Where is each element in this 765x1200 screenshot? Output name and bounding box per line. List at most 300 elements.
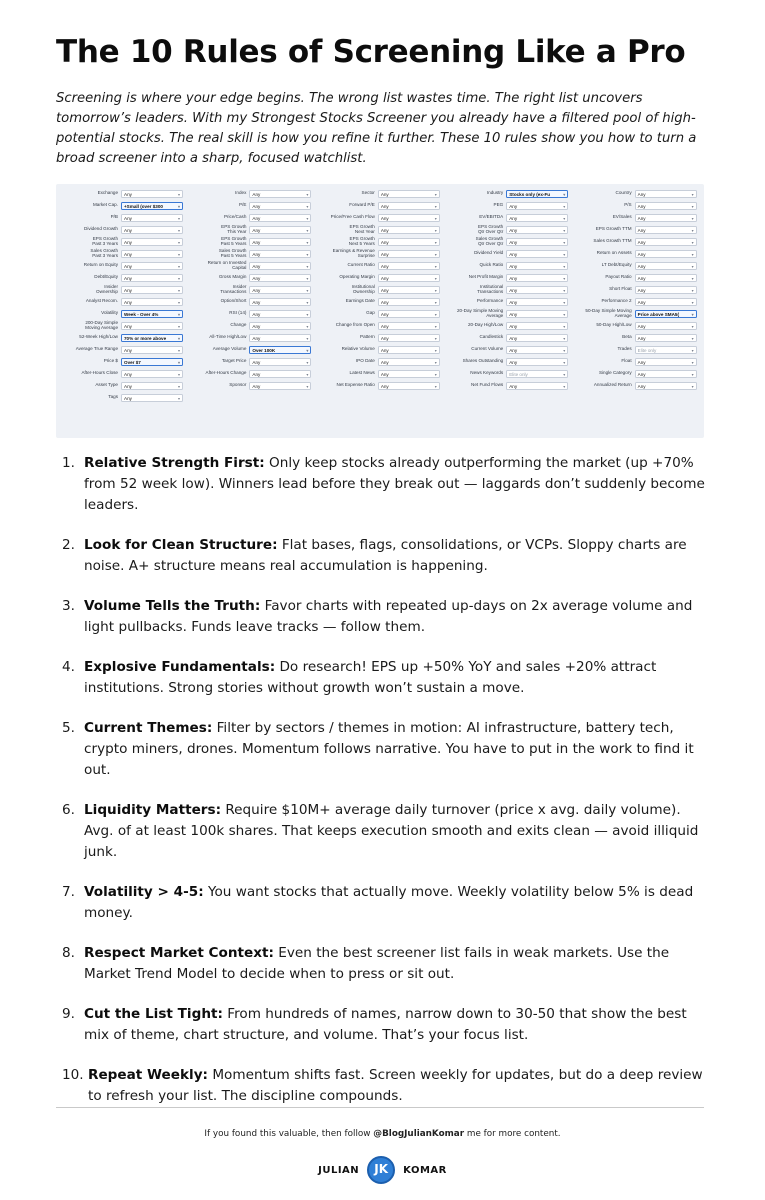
filter-value: Over $7: [124, 359, 141, 365]
filter-value: Any: [637, 251, 646, 257]
filter-select[interactable]: [635, 190, 697, 199]
chevron-down-icon: ▾: [177, 335, 180, 341]
filter-select[interactable]: [635, 310, 697, 319]
filter-select[interactable]: [249, 250, 311, 259]
filter-value: Any: [252, 191, 261, 197]
filter-select[interactable]: [378, 190, 440, 199]
chevron-down-icon: ▾: [563, 299, 566, 305]
chevron-down-icon: ▾: [434, 239, 437, 245]
filter-select[interactable]: [506, 226, 568, 235]
chevron-down-icon: ▾: [691, 215, 694, 221]
screener-filter: [187, 274, 314, 283]
filter-select[interactable]: [635, 226, 697, 235]
screener-filter: [316, 214, 443, 223]
filter-label: Annualized Return: [593, 382, 632, 388]
rule-text: Momentum shifts fast. Screen weekly for updates, but do a deep review to refresh your list. The discipline compounds.: [88, 1067, 703, 1104]
rule-text: You want stocks that actually move. Weekly volatility below 5% is dead money.: [84, 884, 694, 921]
rule-body: [84, 596, 712, 638]
filter-select[interactable]: [249, 370, 311, 379]
filter-select[interactable]: [635, 202, 697, 211]
screener-filter: [59, 262, 186, 271]
chevron-down-icon: ▾: [306, 383, 309, 389]
filter-value: Any: [380, 251, 389, 257]
chevron-down-icon: ▾: [306, 191, 309, 197]
filter-select[interactable]: [249, 346, 311, 355]
filter-select[interactable]: [121, 226, 183, 235]
screener-filter: [59, 202, 186, 211]
filter-label: Short Float: [609, 286, 632, 292]
filter-label: Change from Open: [335, 322, 375, 328]
brand-name-left: JULIAN: [318, 1164, 360, 1176]
filter-value: Any: [509, 275, 518, 281]
filter-select[interactable]: [121, 370, 183, 379]
filter-label: Sales Growth Past 3 Years: [90, 247, 118, 258]
filter-select[interactable]: [506, 274, 568, 283]
filter-select[interactable]: [506, 334, 568, 343]
chevron-down-icon: ▾: [434, 383, 437, 389]
filter-label: Sales Growth Past 5 Years: [218, 247, 247, 258]
chevron-down-icon: ▾: [177, 239, 180, 245]
filter-value: Any: [252, 251, 261, 257]
filter-label: Tags: [108, 394, 118, 400]
filter-value: Any: [380, 335, 389, 341]
filter-select[interactable]: [635, 358, 697, 367]
filter-select[interactable]: [506, 214, 568, 223]
filter-label: Sales Growth Qtr Over Qtr: [475, 235, 504, 246]
filter-select[interactable]: [378, 202, 440, 211]
screener-filter: [444, 298, 571, 307]
rule-number: 1.: [62, 455, 75, 471]
filter-select[interactable]: [121, 298, 183, 307]
screener-filter: [59, 310, 186, 319]
filter-select[interactable]: [249, 274, 311, 283]
filter-select[interactable]: [378, 262, 440, 271]
filter-value: Any: [380, 227, 389, 233]
chevron-down-icon: ▾: [434, 287, 437, 293]
filter-select[interactable]: [121, 190, 183, 199]
screener-filter: [59, 358, 186, 367]
filter-value: Any: [252, 323, 261, 329]
filter-label: Performance 2: [601, 298, 632, 304]
filter-select[interactable]: [635, 250, 697, 259]
filter-select[interactable]: [249, 190, 311, 199]
filter-value: Any: [380, 311, 389, 317]
screener-row: [59, 296, 701, 308]
screener-filter: [573, 262, 700, 271]
screener-filter: [573, 298, 700, 307]
filter-select[interactable]: [121, 322, 183, 331]
screener-row: [59, 320, 701, 332]
chevron-down-icon: ▾: [306, 323, 309, 329]
screener-filter: [187, 310, 314, 319]
filter-label: After-Hours Change: [205, 370, 247, 376]
footer-handle-link[interactable]: @BlogJulianKomar: [373, 1129, 465, 1139]
chevron-down-icon: ▾: [563, 311, 566, 317]
filter-value: Any: [509, 263, 518, 269]
screener-filter: [444, 190, 571, 199]
rule-number: 7.: [62, 884, 75, 900]
footer-prefix: If you found this valuable, then follow: [204, 1129, 374, 1139]
filter-value: Any: [509, 239, 518, 245]
filter-value: Any: [124, 383, 132, 389]
filter-value: Any: [637, 215, 646, 221]
rule-item: [62, 657, 712, 699]
filter-label: Index: [235, 190, 247, 196]
chevron-down-icon: ▾: [306, 335, 309, 341]
filter-label: EPS Growth Past 3 Years: [92, 235, 118, 246]
filter-select[interactable]: [635, 346, 697, 355]
screener-filter: [187, 322, 314, 331]
filter-label: IPO Date: [355, 358, 375, 364]
filter-value: Any: [380, 323, 389, 329]
screener-filter: [573, 334, 700, 343]
screener-filter: [59, 214, 186, 223]
screener-filter: [573, 286, 700, 295]
filter-select[interactable]: [378, 322, 440, 331]
filter-value: Any: [252, 311, 261, 317]
filter-select[interactable]: [378, 226, 440, 235]
filter-select[interactable]: [635, 286, 697, 295]
filter-select[interactable]: [249, 262, 311, 271]
chevron-down-icon: ▾: [563, 239, 566, 245]
rule-item: [62, 800, 712, 863]
filter-value: Any: [252, 299, 261, 305]
filter-select[interactable]: [121, 382, 183, 391]
filter-label: Insider Ownership: [96, 283, 118, 294]
filter-select[interactable]: [121, 238, 183, 247]
filter-label: Target Price: [221, 358, 247, 364]
filter-value: Any: [380, 383, 389, 389]
filter-select[interactable]: [378, 334, 440, 343]
screener-filter: [59, 237, 186, 247]
screener-filter: [187, 261, 314, 271]
chevron-down-icon: ▾: [177, 215, 180, 221]
screener-row: [59, 200, 701, 212]
chevron-down-icon: ▾: [434, 191, 437, 197]
filter-select[interactable]: [378, 250, 440, 259]
chevron-down-icon: ▾: [691, 275, 694, 281]
filter-value: Any: [380, 287, 389, 293]
filter-label: Net Fund Flows: [471, 382, 504, 388]
chevron-down-icon: ▾: [563, 251, 566, 257]
filter-select[interactable]: [249, 238, 311, 247]
filter-select[interactable]: [378, 382, 440, 391]
rule-body: [84, 943, 712, 985]
filter-label: P/B: [110, 214, 118, 220]
filter-value: Any: [380, 299, 389, 305]
screener-filter: [444, 237, 571, 247]
filter-select[interactable]: [121, 286, 183, 295]
filter-label: All-Time High/Low: [209, 334, 247, 340]
rule-title: Cut the List Tight:: [84, 1006, 223, 1022]
filter-select[interactable]: [506, 190, 568, 199]
chevron-down-icon: ▾: [306, 215, 309, 221]
filter-select[interactable]: [121, 310, 183, 319]
filter-value: Any: [124, 239, 132, 245]
chevron-down-icon: ▾: [177, 275, 180, 281]
filter-select[interactable]: [249, 226, 311, 235]
rule-number: 10.: [62, 1067, 84, 1083]
rule-number: 3.: [62, 598, 75, 614]
filter-select[interactable]: [506, 298, 568, 307]
filter-value: Any: [252, 383, 261, 389]
chevron-down-icon: ▾: [691, 227, 694, 233]
screener-filter: [444, 382, 571, 391]
filter-value: Any: [252, 227, 261, 233]
chevron-down-icon: ▾: [434, 251, 437, 257]
screener-filter: [573, 370, 700, 379]
rule-number: 6.: [62, 802, 75, 818]
chevron-down-icon: ▾: [177, 311, 180, 317]
chevron-down-icon: ▾: [177, 287, 180, 293]
filter-select[interactable]: [506, 286, 568, 295]
filter-label: Float: [621, 358, 632, 364]
filter-label: EPS Growth Next Year: [349, 223, 375, 234]
filter-value: Any: [380, 215, 389, 221]
chevron-down-icon: ▾: [691, 335, 694, 341]
filter-value: Any: [124, 323, 132, 329]
screener-filter: [444, 214, 571, 223]
filter-select[interactable]: [249, 382, 311, 391]
filter-value: Any: [380, 371, 389, 377]
filter-select[interactable]: [249, 286, 311, 295]
filter-select[interactable]: [121, 358, 183, 367]
filter-select[interactable]: [635, 382, 697, 391]
filter-value: Any: [380, 191, 389, 197]
filter-label: 52-Week High/Low: [79, 334, 118, 340]
rule-text: Filter by sectors / themes in motion: AI infrastructure, battery tech, crypto miners, drones. Momentum follows narrative. You have to put in the work to find it out.: [84, 720, 694, 778]
filter-label: Market Cap.: [92, 202, 118, 208]
filter-label: Price/Free Cash Flow: [330, 214, 375, 220]
chevron-down-icon: ▾: [691, 239, 694, 245]
chevron-down-icon: ▾: [434, 323, 437, 329]
filter-select[interactable]: [378, 358, 440, 367]
rule-number: 4.: [62, 659, 75, 675]
rule-title: Volatility > 4-5:: [84, 884, 204, 900]
screener-filter: [316, 322, 443, 331]
chevron-down-icon: ▾: [306, 263, 309, 269]
filter-select[interactable]: [635, 262, 697, 271]
screener-filter: [573, 202, 700, 211]
chevron-down-icon: ▾: [563, 215, 566, 221]
filter-value: +Small (over $300: [124, 203, 163, 209]
chevron-down-icon: ▾: [434, 263, 437, 269]
filter-label: Exchange: [97, 190, 118, 196]
filter-select[interactable]: [121, 262, 183, 271]
chevron-down-icon: ▾: [691, 371, 694, 377]
screener-filter: [187, 334, 314, 343]
rule-text: Flat bases, flags, consolidations, or VCPs. Sloppy charts are noise. A+ structure means real accumulation is happening.: [84, 537, 687, 574]
filter-select[interactable]: [506, 238, 568, 247]
filter-value: Elite only: [509, 371, 528, 377]
filter-value: Any: [637, 239, 646, 245]
brand-name-right: KOMAR: [403, 1164, 447, 1176]
filter-select[interactable]: [378, 214, 440, 223]
filter-value: Any: [380, 263, 389, 269]
rule-text: From hundreds of names, narrow down to 30-50 that show the best mix of theme, chart structure, and volume. That’s your focus list.: [84, 1006, 687, 1043]
filter-select[interactable]: [378, 238, 440, 247]
rule-title: Repeat Weekly:: [88, 1067, 208, 1083]
filter-label: Return on Equity: [83, 262, 118, 268]
chevron-down-icon: ▾: [306, 371, 309, 377]
filter-label: Debt/Equity: [94, 274, 118, 280]
filter-select[interactable]: [378, 298, 440, 307]
filter-label: Option/Short: [220, 298, 247, 304]
filter-select[interactable]: [506, 358, 568, 367]
filter-value: Elite only: [637, 347, 657, 353]
rule-body: [84, 882, 712, 924]
rule-item: [62, 596, 712, 638]
chevron-down-icon: ▾: [691, 383, 694, 389]
filter-select[interactable]: [249, 214, 311, 223]
filter-label: Industry: [486, 190, 504, 196]
chevron-down-icon: ▾: [177, 251, 180, 257]
filter-value: Price above SMA5(: [637, 311, 679, 317]
filter-select[interactable]: [378, 370, 440, 379]
filter-label: EV/Sales: [612, 214, 632, 220]
filter-select[interactable]: [121, 274, 183, 283]
rule-title: Relative Strength First:: [84, 455, 265, 471]
screener-filter: [59, 190, 186, 199]
filter-select[interactable]: [249, 334, 311, 343]
screener-filter: [573, 238, 700, 247]
filter-select[interactable]: [635, 334, 697, 343]
rule-item: [62, 943, 712, 985]
filter-label: P/E: [239, 202, 247, 208]
filter-select[interactable]: [506, 322, 568, 331]
filter-select[interactable]: [506, 202, 568, 211]
filter-value: Any: [509, 299, 518, 305]
filter-select[interactable]: [249, 358, 311, 367]
filter-value: Any: [637, 323, 646, 329]
filter-label: Price $: [103, 358, 118, 364]
chevron-down-icon: ▾: [177, 263, 180, 269]
filter-select[interactable]: [506, 370, 568, 379]
screener-row: [59, 332, 701, 344]
filter-value: Over 100K: [252, 347, 276, 353]
filter-select[interactable]: [121, 346, 183, 355]
filter-label: RSI (14): [229, 310, 247, 316]
chevron-down-icon: ▾: [306, 347, 309, 353]
chevron-down-icon: ▾: [563, 371, 566, 377]
chevron-down-icon: ▾: [563, 359, 566, 365]
chevron-down-icon: ▾: [177, 395, 180, 401]
screener-row: [59, 248, 701, 260]
filter-select[interactable]: [249, 202, 311, 211]
rule-title: Look for Clean Structure:: [84, 537, 278, 553]
filter-value: Any: [124, 263, 132, 269]
filter-value: Any: [252, 359, 261, 365]
filter-label: LT Debt/Equity: [601, 262, 632, 268]
filter-select[interactable]: [506, 262, 568, 271]
filter-value: Any: [380, 275, 389, 281]
filter-select[interactable]: [506, 250, 568, 259]
filter-select[interactable]: [506, 346, 568, 355]
rule-text: Favor charts with repeated up-days on 2x average volume and light pullbacks. Funds leave tracks — follow them.: [84, 598, 693, 635]
filter-value: Any: [509, 347, 518, 353]
filter-select[interactable]: [506, 382, 568, 391]
rule-number: 8.: [62, 945, 75, 961]
screener-filter: [444, 346, 571, 355]
chevron-down-icon: ▾: [691, 347, 694, 353]
rule-text: Even the best screener list fails in weak markets. Use the Market Trend Model to decide when to press or sit out.: [84, 945, 670, 982]
filter-label: EPS Growth Past 5 Years: [220, 235, 247, 246]
filter-value: Any: [637, 383, 646, 389]
filter-select[interactable]: [635, 298, 697, 307]
screener-filter: [59, 285, 186, 295]
filter-select[interactable]: [121, 214, 183, 223]
filter-select[interactable]: [635, 238, 697, 247]
filter-label: EPS Growth Qtr Over Qtr: [477, 223, 504, 234]
filter-label: EV/EBITDA: [479, 214, 504, 220]
chevron-down-icon: ▾: [563, 287, 566, 293]
chevron-down-icon: ▾: [434, 359, 437, 365]
chevron-down-icon: ▾: [691, 203, 694, 209]
filter-select[interactable]: [378, 286, 440, 295]
screener-filter: [316, 249, 443, 259]
filter-select[interactable]: [121, 334, 183, 343]
filter-select[interactable]: [121, 250, 183, 259]
rule-title: Current Themes:: [84, 720, 213, 736]
filter-select[interactable]: [121, 202, 183, 211]
screener-filter: [573, 214, 700, 223]
rule-text: Only keep stocks already outperforming the market (up +70% from 52 week low). Winners lead before they break out — laggards don’t suddenly become leaders.: [84, 455, 705, 513]
screener-filter: [187, 298, 314, 307]
chevron-down-icon: ▾: [691, 263, 694, 269]
filter-value: Any: [252, 287, 261, 293]
filter-value: Any: [380, 239, 389, 245]
filter-select[interactable]: [378, 346, 440, 355]
filter-select[interactable]: [635, 274, 697, 283]
filter-value: Any: [637, 287, 646, 293]
filter-label: News Keywords: [470, 370, 504, 376]
intro-paragraph: Screening is where your edge begins. The wrong list wastes time. The right list uncovers tomorrow’s leaders. With my Strongest Stocks Screener you already have a filtered pool of high-potential stocks. The real skill is how you refine it further. These 10 rules show you how to turn a broad screener into a sharp, focused watchlist.: [56, 91, 697, 166]
filter-value: Any: [124, 191, 132, 197]
filter-select[interactable]: [635, 214, 697, 223]
screener-filter: [187, 382, 314, 391]
filter-select[interactable]: [378, 310, 440, 319]
rule-body: [84, 718, 712, 781]
filter-label: Performance: [476, 298, 504, 304]
filter-value: 70% or more above: [124, 335, 167, 341]
filter-select[interactable]: [249, 298, 311, 307]
footer-suffix: me for more content.: [464, 1129, 561, 1139]
filter-select[interactable]: [249, 310, 311, 319]
filter-select[interactable]: [121, 394, 183, 403]
filter-select[interactable]: [249, 322, 311, 331]
screener-filter: [316, 262, 443, 271]
filter-label: Net Profit Margin: [468, 274, 504, 280]
filter-select[interactable]: [506, 310, 568, 319]
filter-value: Any: [124, 371, 132, 377]
rule-body: [84, 1004, 712, 1046]
screener-filter: [316, 358, 443, 367]
filter-label: Earnings & Revenue Surprise: [332, 247, 375, 258]
filter-select[interactable]: [635, 370, 697, 379]
rule-number: 5.: [62, 720, 75, 736]
screener-row: [59, 368, 701, 380]
filter-value: Any: [124, 251, 132, 257]
filter-select[interactable]: [635, 322, 697, 331]
screener-filter: [316, 274, 443, 283]
screener-filter: [59, 382, 186, 391]
rule-body: [84, 800, 712, 863]
screener-row: [59, 260, 701, 272]
chevron-down-icon: ▾: [177, 203, 180, 209]
screener-filter: [444, 274, 571, 283]
screener-filter: [59, 346, 186, 355]
filter-select[interactable]: [378, 274, 440, 283]
